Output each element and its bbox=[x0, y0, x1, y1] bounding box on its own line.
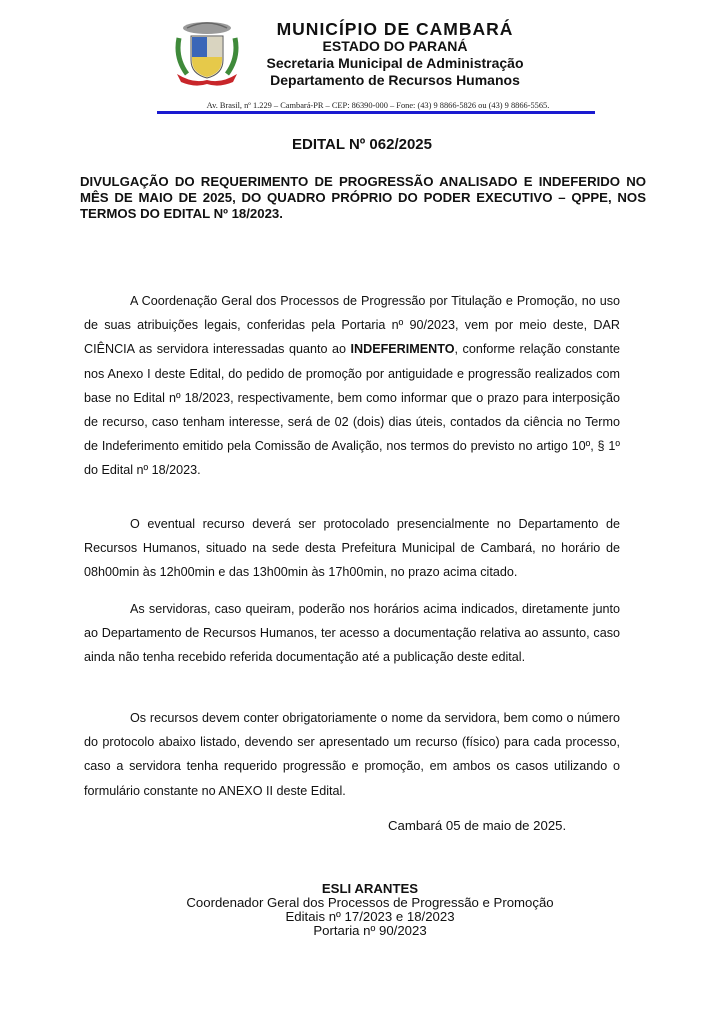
document-title: EDITAL Nº 062/2025 bbox=[292, 136, 432, 153]
paragraph-1 bbox=[84, 289, 620, 483]
paragraph-1-text: A Coordenação Geral dos Processos de Progressão por Titulação e Promoção, no uso de suas atribuições legais, conferidas pela Portaria nº 90/2023, vem por meio deste, DAR CIÊNCIA as servidora interessadas quanto ao bbox=[84, 294, 620, 357]
signatory-role: Coordenador Geral dos Processos de Progressão e Promoção bbox=[186, 895, 554, 910]
signatory-portaria: Portaria nº 90/2023 bbox=[313, 923, 427, 938]
secretariat-name: Secretaria Municipal de Administração bbox=[266, 55, 524, 71]
signatory-editais: Editais nº 17/2023 e 18/2023 bbox=[285, 909, 455, 924]
department-name: Departamento de Recursos Humanos bbox=[270, 72, 520, 88]
signatory-name: ESLI ARANTES bbox=[321, 881, 419, 896]
paragraph-2-text: O eventual recurso deverá ser protocolado presencialmente no Departamento de Recursos Humanos, situado na sede desta Prefeitura Municipal de Cambará, no horário de 08h00min às 12h00min e das 13h00min às 17h00min, no prazo acima citado. bbox=[84, 517, 620, 580]
date-line: Cambará 05 de maio de 2025. bbox=[388, 818, 567, 833]
paragraph-4 bbox=[84, 706, 620, 803]
paragraph-1-text-rest: , conforme relação constante nos Anexo I deste Edital, do pedido de promoção por antiguidade e progressão realizados com base no Edital nº 18/2023, respectivamente, bem como informar que o prazo para interposição de recurso, caso tenham interesse, será de 02 (dois) dias úteis, contados da ciência no Termo de Indeferimento emitido pela Comissão de Avalição, nos termos do previsto no artigo 10º, § 1º do Edital nº 18/2023. bbox=[84, 342, 620, 478]
municipality-name: MUNICÍPIO DE CAMBARÁ bbox=[276, 19, 514, 39]
paragraph-1-bold: INDEFERIMENTO bbox=[350, 342, 455, 357]
document-subtitle: DIVULGAÇÃO DO REQUERIMENTO DE PROGRESSÃO ANALISADO E INDEFERIDO NO MÊS DE MAIO DE 2025, DO QUADRO PRÓPRIO DO PODER EXECUTIVO – QPPE, NOS TERMOS DO EDITAL Nº 18/2023. bbox=[80, 174, 646, 221]
state-name: ESTADO DO PARANÁ bbox=[322, 38, 468, 54]
paragraph-3-text: As servidoras, caso queiram, poderão nos horários acima indicados, diretamente junto ao Departamento de Recursos Humanos, ter acesso a documentação relativa ao assunto, caso ainda não tenha recebido referida documentação até a publicação deste edital. bbox=[84, 602, 620, 665]
header-divider bbox=[157, 111, 595, 114]
paragraph-4-text: Os recursos devem conter obrigatoriamente o nome da servidora, bem como o número do protocolo abaixo listado, devendo ser apresentado um recurso (físico) para cada processo, caso a servidora tenha requerido progressão e promoção, em ambos os casos utilizando o formulário constante no ANEXO II deste Edital. bbox=[84, 711, 620, 798]
paragraph-2 bbox=[84, 512, 620, 585]
address-line: Av. Brasil, nº 1.229 – Cambará-PR – CEP: 86390-000 – Fone: (43) 9 8866-5826 ou (43) 9 8866-5565. bbox=[206, 101, 550, 110]
paragraph-3 bbox=[84, 597, 620, 670]
